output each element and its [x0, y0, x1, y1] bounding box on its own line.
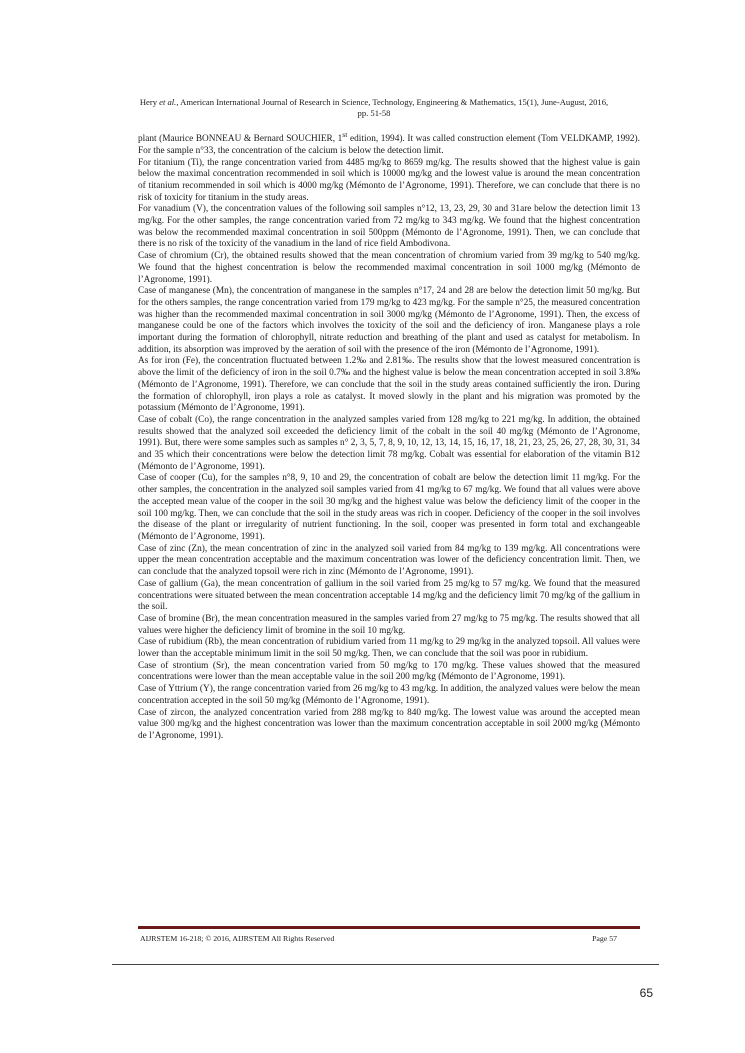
paragraph-calcium [138, 129, 640, 158]
paragraph-vanadium: For vanadium (V), the concentration values of the following soil samples n°12, 13, 23, 29, 30 and 31are below the detection limit 13 mg/kg. For the other samples, the range concentration varied from 72 mg/kg to 343 mg/kg. We found that the highest concentration was below the recommended maximal concentration in soil 500ppm (Mémonto de l’Agronome, 1991). Then, we can conclude that there is no risk of the toxicity of the vanadium in the land of rice field Ambodivona. [138, 204, 640, 250]
paragraph-titanium: For titanium (Ti), the range concentration varied from 4485 mg/kg to 8659 mg/kg. The results showed that the highest value is gain below the maximal concentration recommended in soil which is 10000 mg/kg and the lowest value is around the mean concentration of titanium recommended in soil which is 4000 mg/kg (Mémonto de l’Agronome, 1991). Therefore, we can conclude that there is no risk of toxicity for titanium in the study areas. [138, 157, 640, 203]
paragraph-yttrium: Case of Yttrium (Y), the range concentration varied from 26 mg/kg to 43 mg/kg. In addition, the analyzed values were below the mean concentration accepted in the soil 50 mg/kg (Mémonto de l’Agronome, 1991). [138, 684, 640, 706]
paragraph-manganese: Case of manganese (Mn), the concentration of manganese in the samples n°17, 24 and 28 are below the detection limit 50 mg/kg. But for the others samples, the range concentration varied from 179 mg/kg to 423 mg/kg. For the sample n°25, the measured concentration was higher than the recommended maximal concentration in soil 3000 mg/kg (Mémonto de l’Agronome, 1991). Then, the excess of manganese could be one of the factors which involves the toxicity of the soil and the deficiency of iron. Manganese plays a role important during the formation of chlorophyll, nitrate reduction and breathing of the plant and used as catalyst for metabolism. In addition, its absorption was improved by the aeration of soil with the presence of the iron (Mémonto de l’Agronome, 1991). [138, 286, 640, 355]
running-header [118, 97, 630, 119]
header-citation: , American International Journal of Research in Science, Technology, Engineering & Mathematics, 15(1), June-August, 2016, [176, 97, 609, 107]
paragraph-cooper: Case of cooper (Cu), for the samples n°8, 9, 10 and 29, the concentration of cobalt are below the detection limit 11 mg/kg. For the other samples, the concentration in the analyzed soil samples varied from 41 mg/kg to 67 mg/kg. We found that all values were above the accepted mean value of the cooper in the soil 30 mg/kg and the highest value was below the deficiency limit of the cooper in the soil 100 mg/kg. Then, we can conclude that the soil in the study areas was rich in cooper. Deficiency of the cooper in the soil involves the disease of the plant or irregularity of nutrient functioning. In the soil, cooper was presented in form total and exchangeable (Mémonto de l’Agronome, 1991). [138, 473, 640, 542]
bottom-divider [112, 964, 659, 965]
paragraph-text: plant (Maurice BONNEAU & Bernard SOUCHIER, 1 [138, 134, 343, 145]
paragraph-zinc: Case of zinc (Zn), the mean concentration of zinc in the analyzed soil varied from 84 mg/kg to 139 mg/kg. All concentrations were upper the mean concentration acceptable and the maximum concentration was lower of the deficiency concentration limit. Then, we can conclude that the analyzed topsoil were rich in zinc (Mémonto de l’Agronome, 1991). [138, 543, 640, 578]
body-text [138, 129, 640, 743]
footer-copyright: AIJRSTEM 16-218; © 2016, AIJRSTEM All Rights Reserved [140, 934, 335, 943]
paragraph-text: edition, 1994). It was called construction element (Tom VELDKAMP, 1992). For the sample n°33, the concentration of the calcium is below the detection limit. [138, 134, 640, 156]
paragraph-strontium: Case of strontium (Sr), the mean concentration varied from 50 mg/kg to 170 mg/kg. These values showed that the measured concentrations were lower than the mean acceptable value in the soil 200 mg/kg (Mémonto de l’Agronome, 1991). [138, 660, 640, 683]
footer-page-label: Page 57 [592, 934, 617, 943]
header-pages: pp. 51-58 [357, 108, 391, 118]
paragraph-gallium: Case of gallium (Ga), the mean concentration of gallium in the soil varied from 25 mg/kg to 57 mg/kg. We found that the measured concentrations were situated between the mean concentration acceptable 14 mg/kg and the deficiency limit 70 mg/kg of the gallium in the soil. [138, 578, 640, 613]
paragraph-cobalt: Case of cobalt (Co), the range concentration in the analyzed samples varied from 128 mg/kg to 221 mg/kg. In addition, the obtained results showed that the analyzed soil exceeded the deficiency limit of the cobalt in the soil 40 mg/kg (Mémonto de l’Agronome, 1991). But, there were some samples such as samples n° 2, 3, 5, 7, 8, 9, 10, 12, 13, 14, 15, 16, 17, 18, 21, 23, 25, 26, 27, 28, 30, 31, 34 and 35 which their concentrations were below the detection limit 78 mg/kg. Cobalt was essential for elaboration of the vitamin B12 (Mémonto de l’Agronome, 1991). [138, 414, 640, 472]
paragraph-rubidium: Case of rubidium (Rb), the mean concentration of rubidium varied from 11 mg/kg to 29 mg/kg in the analyzed topsoil. All values were lower than the acceptable minimum limit in the soil 50 mg/kg. Then, we can conclude that the soil was poor in rubidium. [138, 637, 640, 660]
header-etal: et al. [157, 97, 177, 107]
paragraph-bromine: Case of bromine (Br), the mean concentration measured in the samples varied from 27 mg/kg to 75 mg/kg. The results showed that all values were higher the deficiency limit of bromine in the soil 10 mg/kg. [138, 613, 640, 636]
paragraph-chromium: Case of chromium (Cr), the obtained results showed that the mean concentration of chromium varied from 39 mg/kg to 540 mg/kg. We found that the highest concentration is below the recommended maximal concentration in soil 1000 mg/kg (Mémonto de l’Agronome, 1991). [138, 251, 640, 285]
header-authors: Hery [139, 97, 157, 107]
footer-rule [138, 926, 640, 929]
page-number: 65 [639, 986, 653, 1000]
superscript: st [342, 130, 348, 139]
paragraph-iron: As for iron (Fe), the concentration fluctuated between 1.2‰ and 2.81‰. The results show that the lowest measured concentration is above the limit of the deficiency of iron in the soil 0.7‰ and the highest value is below the mean concentration accepted in soil 3.8‰ (Mémonto de l’Agronome, 1991). Therefore, we can conclude that the soil in the study areas contained sufficiently the iron. During the formation of chlorophyll, iron plays a role as catalyst. It moved slowly in the plant and his migration was promoted by the potassium (Mémonto de l’Agronome, 1991). [138, 356, 640, 414]
paragraph-zircon: Case of zircon, the analyzed concentration varied from 288 mg/kg to 840 mg/kg. The lowest value was around the accepted mean value 300 mg/kg and the highest concentration was lower than the maximum concentration acceptable in soil 2000 mg/kg (Mémonto de l’Agronome, 1991). [138, 707, 640, 741]
